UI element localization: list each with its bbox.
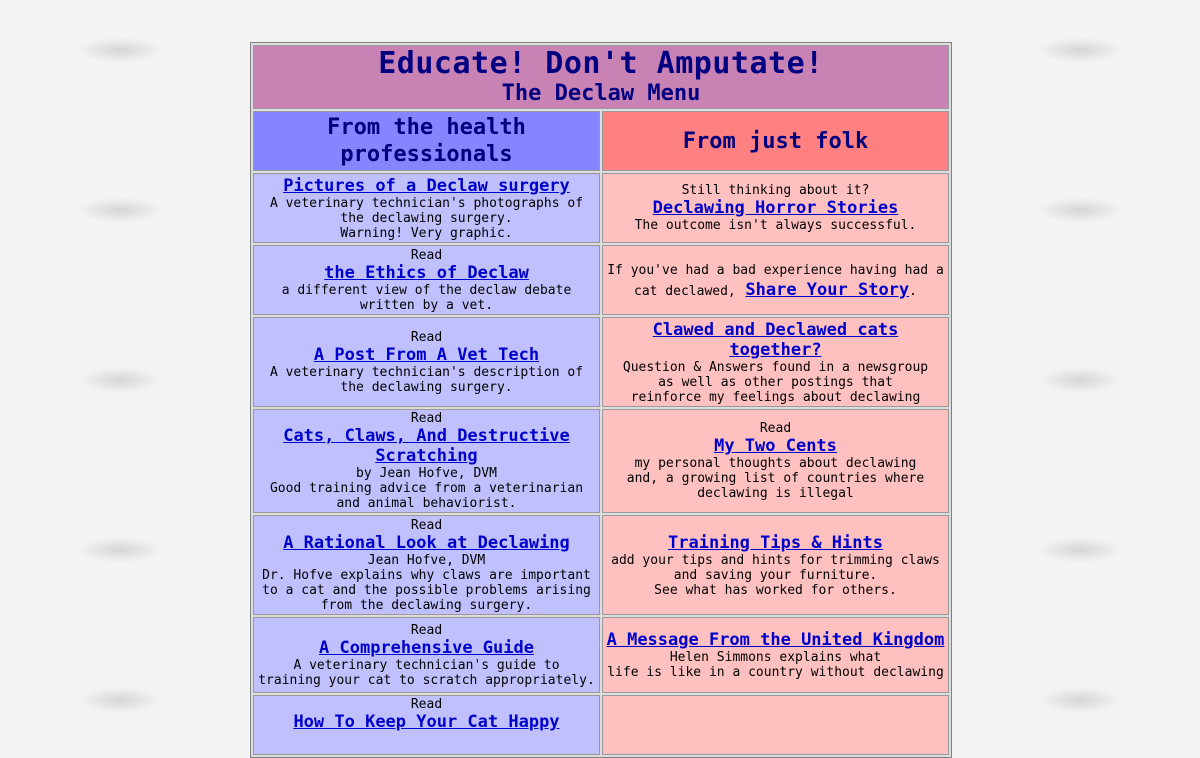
cell-description-line: from the declawing surgery. bbox=[320, 597, 533, 613]
link-message-from-united-kingdom[interactable]: A Message From the United Kingdom bbox=[606, 630, 945, 650]
cell-description-line: A veterinary technician's photographs of bbox=[269, 195, 584, 211]
cell-description-line: my personal thoughts about declawing bbox=[634, 456, 917, 471]
link-post-from-vet-tech[interactable]: A Post From A Vet Tech bbox=[313, 344, 540, 365]
cell-description-line: a different view of the declaw debate bbox=[281, 282, 572, 298]
cell-description-line: the declawing surgery. bbox=[340, 210, 513, 226]
cell-description-line: the declawing surgery. bbox=[340, 379, 513, 395]
cell-description-line: Jean Hofve, DVM bbox=[367, 552, 486, 568]
menu-cell-declaw-surgery-pictures bbox=[253, 173, 600, 243]
link-how-to-keep-your-cat-happy[interactable]: How To Keep Your Cat Happy bbox=[293, 712, 560, 732]
page-title: Educate! Don't Amputate! bbox=[378, 46, 824, 81]
menu-cell-training-tips bbox=[602, 515, 949, 615]
cell-description-line: and saving your furniture. bbox=[673, 567, 878, 583]
cell-description-line: Question & Answers found in a newsgroup bbox=[622, 359, 929, 375]
cell-description-line: A veterinary technician's description of bbox=[269, 364, 584, 380]
cell-intro-text: Read bbox=[410, 247, 443, 263]
link-rational-look-at-declawing[interactable]: A Rational Look at Declawing bbox=[283, 532, 570, 553]
menu-cell-my-two-cents bbox=[602, 409, 949, 513]
cell-description-line: A veterinary technician's guide to bbox=[293, 657, 560, 673]
cell-description-line: Dr. Hofve explains why claws are important bbox=[262, 567, 591, 583]
cell-description-line: by Jean Hofve, DVM bbox=[356, 466, 497, 481]
cell-description-line: add your tips and hints for trimming claws bbox=[611, 552, 940, 568]
link-training-tips-and-hints[interactable]: Training Tips & Hints bbox=[668, 532, 883, 553]
menu-cell-clawed-declawed-together bbox=[602, 317, 949, 407]
menu-cell-rational-look bbox=[253, 515, 600, 615]
cell-trailing-punctuation: . bbox=[909, 284, 917, 299]
menu-cell-message-from-uk bbox=[602, 617, 949, 693]
page-subtitle: The Declaw Menu bbox=[501, 81, 701, 106]
link-ethics-of-declaw[interactable]: the Ethics of Declaw bbox=[324, 262, 529, 283]
cell-intro-text: Read bbox=[410, 697, 443, 712]
menu-cell-keep-cat-happy bbox=[253, 695, 600, 755]
declaw-menu bbox=[250, 42, 952, 758]
column-header-health-professionals: From the health professionals bbox=[253, 111, 600, 171]
cell-description-line: written by a vet. bbox=[359, 297, 494, 313]
link-my-two-cents[interactable]: My Two Cents bbox=[714, 436, 837, 456]
cell-intro-text: If you've had a bad experience having had a cat declawed, bbox=[607, 263, 944, 299]
menu-cell-vet-tech-post bbox=[253, 317, 600, 407]
cell-description-line: See what has worked for others. bbox=[654, 582, 897, 598]
menu-cell-ethics-of-declaw bbox=[253, 245, 600, 315]
cell-intro-text: Read bbox=[410, 329, 443, 345]
menu-cell-comprehensive-guide bbox=[253, 617, 600, 693]
cell-intro-text: Read bbox=[759, 421, 792, 436]
menu-cell-empty bbox=[602, 695, 949, 755]
cell-description-line: Warning! Very graphic. bbox=[340, 225, 513, 241]
menu-table bbox=[251, 43, 951, 757]
menu-cell-destructive-scratching bbox=[253, 409, 600, 513]
link-clawed-and-declawed-cats-together[interactable]: Clawed and Declawed cats together? bbox=[652, 319, 899, 360]
cell-description-line: to a cat and the possible problems arising bbox=[262, 582, 591, 598]
link-pictures-of-declaw-surgery[interactable]: Pictures of a Declaw surgery bbox=[283, 175, 570, 196]
cell-description-line: training your cat to scratch appropriately. bbox=[258, 672, 595, 688]
column-header-just-folk: From just folk bbox=[602, 111, 949, 171]
cell-description-line: reinforce my feelings about declawing bbox=[630, 389, 921, 405]
cell-description-line: as well as other postings that bbox=[658, 374, 893, 390]
link-cats-claws-destructive-scratching[interactable]: Cats, Claws, And Destructive Scratching bbox=[283, 426, 570, 466]
link-declawing-horror-stories[interactable]: Declawing Horror Stories bbox=[652, 198, 899, 218]
link-comprehensive-guide[interactable]: A Comprehensive Guide bbox=[319, 637, 534, 658]
cell-description-line: and, a growing list of countries where bbox=[626, 471, 925, 486]
menu-cell-share-your-story bbox=[602, 245, 949, 315]
cell-description-line: Helen Simmons explains what bbox=[669, 650, 882, 665]
cell-intro-text: Read bbox=[410, 622, 443, 638]
cell-description-line: declawing is illegal bbox=[697, 486, 854, 501]
cell-intro-text: Still thinking about it? bbox=[681, 183, 870, 198]
cell-description-line: Good training advice from a veterinarian bbox=[269, 481, 584, 496]
page-header bbox=[253, 45, 949, 109]
cell-intro-text: Read bbox=[410, 517, 443, 533]
cell-intro-text: Read bbox=[410, 411, 443, 426]
cell-description-line: life is like in a country without declawing bbox=[607, 665, 944, 680]
menu-cell-horror-stories bbox=[602, 173, 949, 243]
cell-description-line: The outcome isn't always successful. bbox=[634, 218, 917, 233]
cell-description-line: and animal behaviorist. bbox=[336, 496, 517, 511]
link-share-your-story[interactable]: Share Your Story bbox=[745, 280, 910, 300]
